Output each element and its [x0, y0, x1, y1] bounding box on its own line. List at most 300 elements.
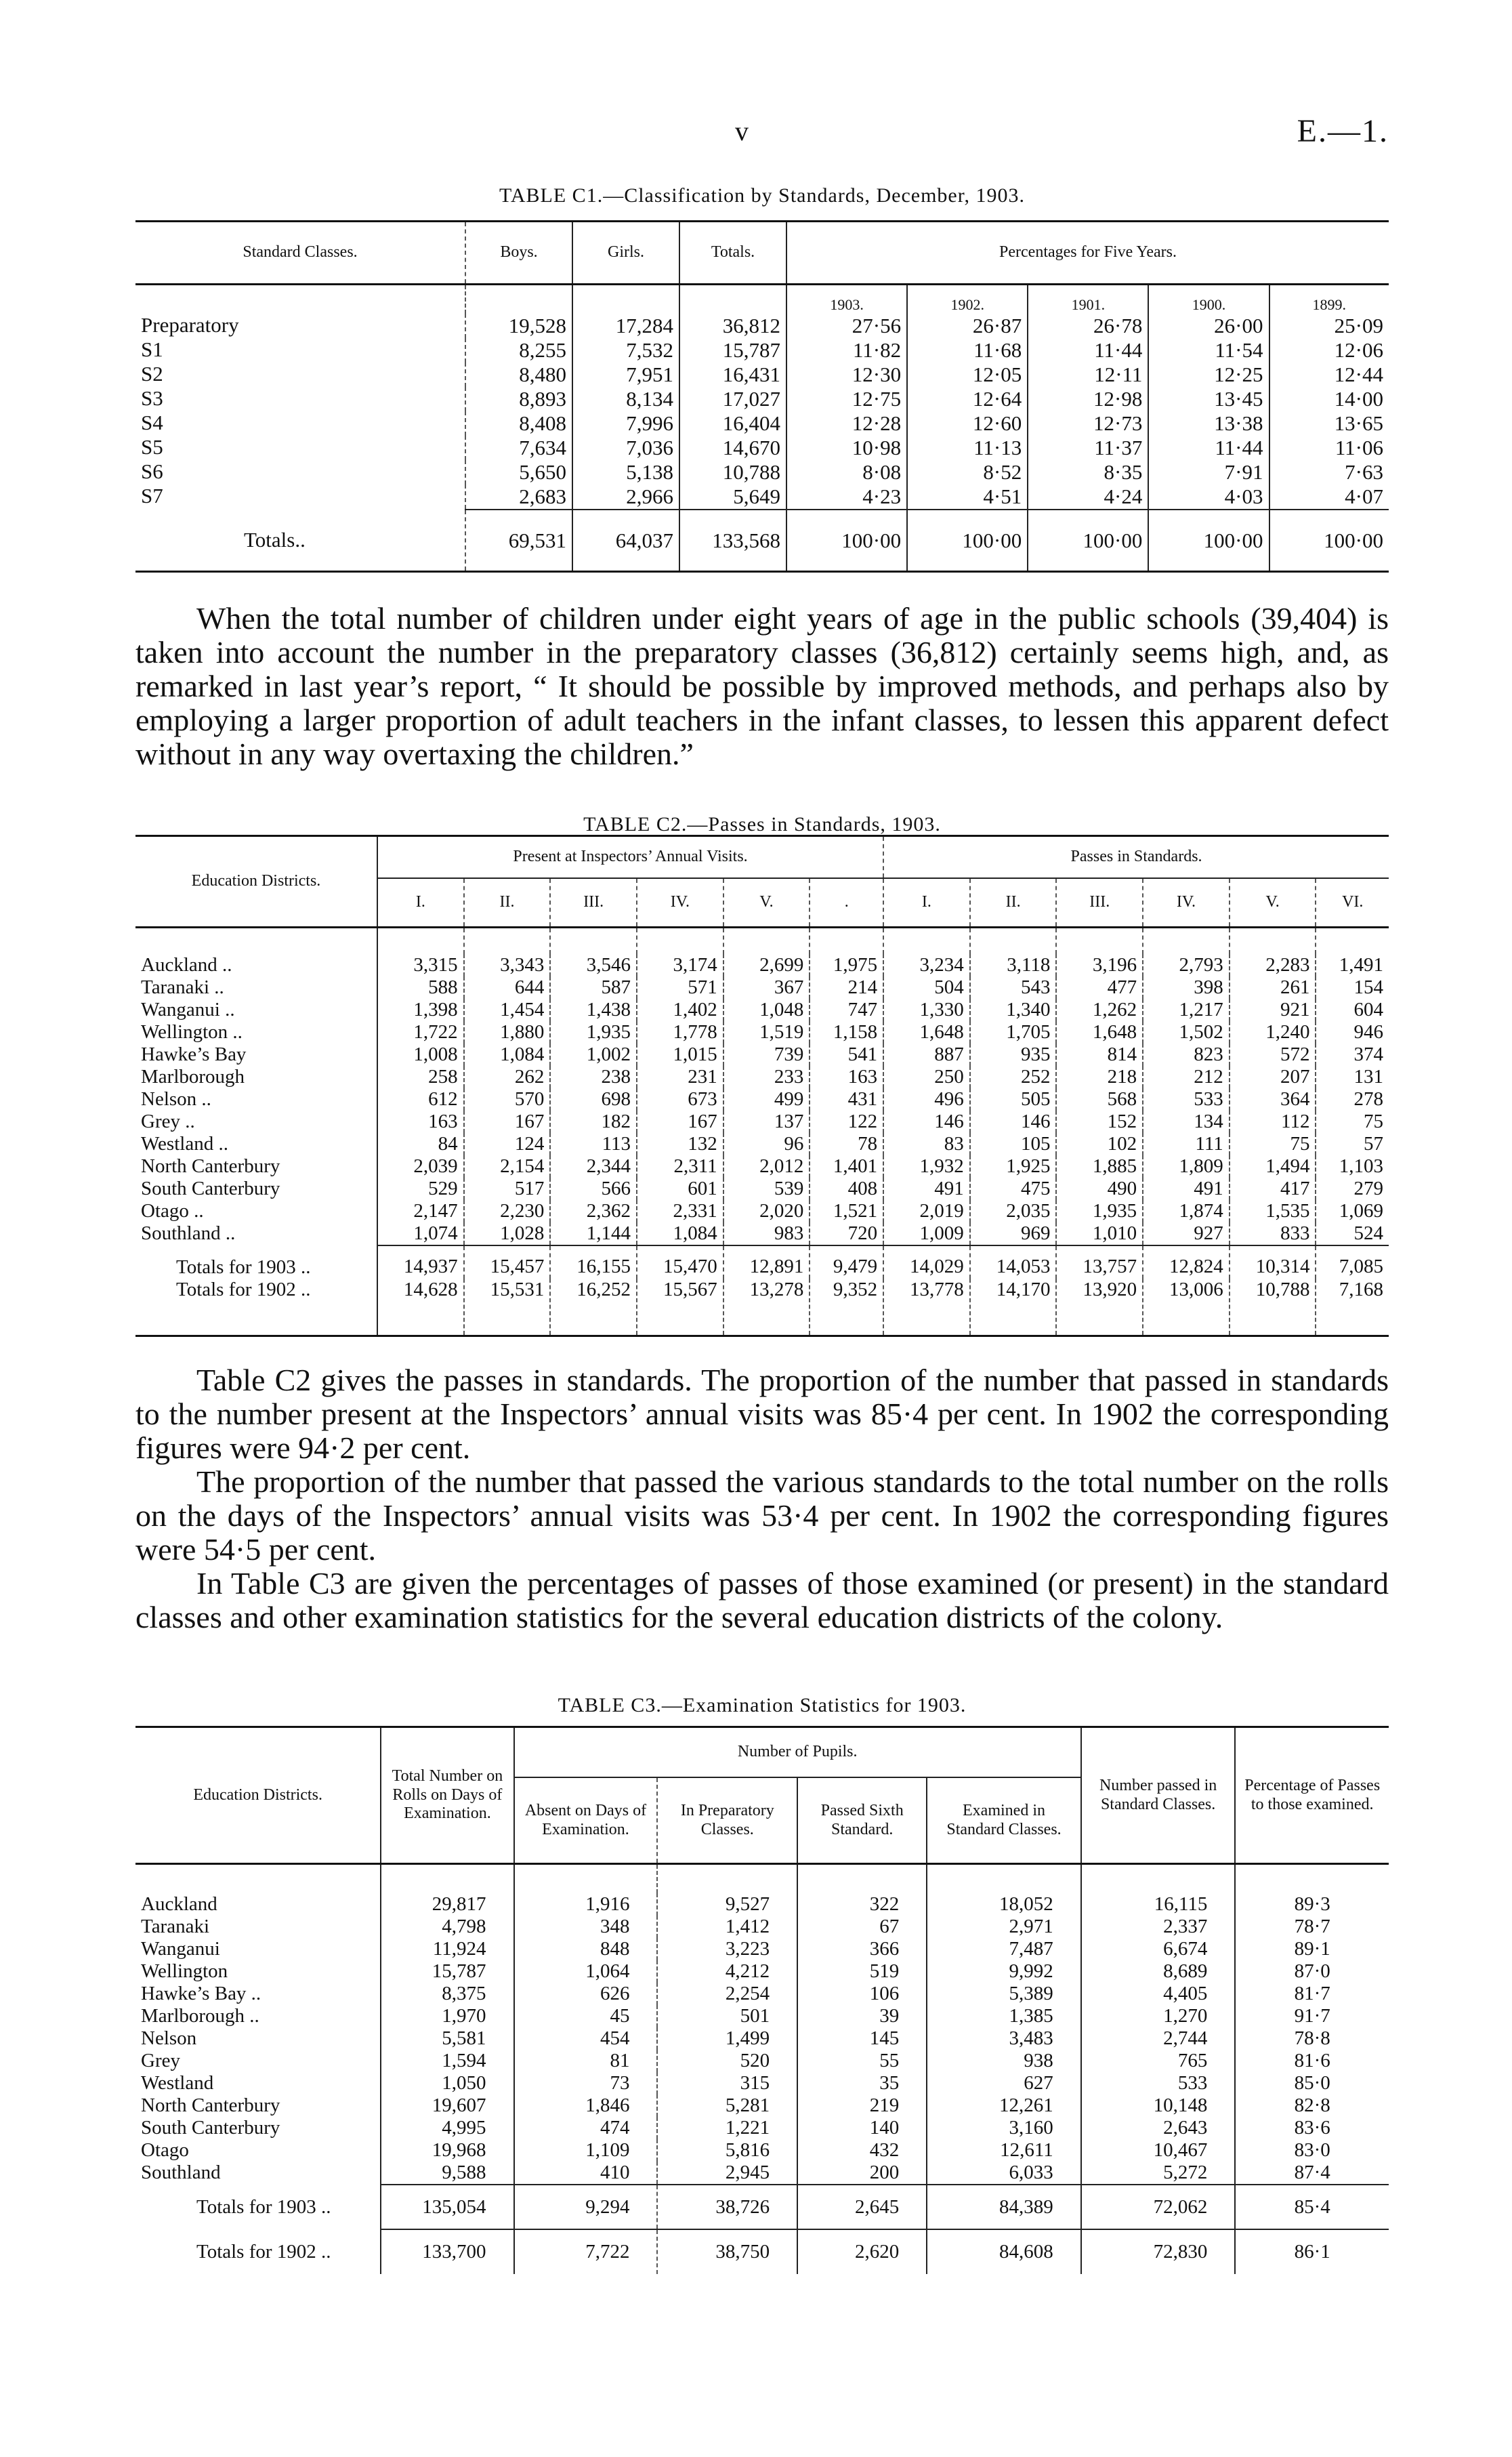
passed-value: 2,337	[1081, 1916, 1236, 1938]
percentage-value: 12·06	[1269, 338, 1389, 363]
pct-value: 78·8	[1235, 2027, 1389, 2050]
present-value: 3,343	[464, 954, 551, 976]
table-row	[135, 2162, 1389, 2185]
present-value: 78	[810, 1133, 883, 1155]
district-name: Westland ..	[141, 1133, 228, 1155]
district-name: Taranaki	[141, 1916, 210, 1937]
district-name: North Canterbury	[141, 1155, 280, 1177]
percentage-value: 10·98	[786, 436, 907, 460]
paragraph-preparatory	[135, 602, 1389, 771]
passes-value: 417	[1230, 1178, 1316, 1200]
passes-value: 505	[970, 1088, 1057, 1111]
totals-boys: 69,531	[465, 510, 572, 572]
examined-value: 3,160	[927, 2117, 1081, 2139]
percentage-value: 7·91	[1148, 460, 1269, 484]
passes-value: 1,935	[1056, 1200, 1143, 1222]
percentage-value: 11·13	[907, 436, 1028, 460]
table-c1-title: TABLE C1.—Classification by Standards, December, 1903.	[499, 184, 1026, 207]
table-c3-title: TABLE C3.—Examination Statistics for 1903.	[558, 1694, 967, 1716]
rolls-value: 11,924	[381, 1938, 513, 1960]
prep-value: 9,527	[657, 1893, 797, 1916]
year-header: 1900.	[1148, 285, 1269, 314]
table-row	[135, 1960, 1389, 1983]
totals-passes-value: 14,170	[970, 1279, 1057, 1336]
row-label: S7	[141, 484, 163, 508]
group-passes: Passes in Standards.	[883, 836, 1389, 879]
percentage-value: 11·06	[1269, 436, 1389, 460]
spacer	[377, 928, 464, 955]
totals-total: 133,568	[679, 510, 786, 572]
pct-value: 89·3	[1235, 1893, 1389, 1916]
totals-rolls: 133,700	[381, 2229, 513, 2274]
passes-value: 1,885	[1056, 1155, 1143, 1178]
passes-value: 1,069	[1316, 1200, 1389, 1222]
district-name: Nelson ..	[141, 1088, 211, 1110]
group-present: Present at Inspectors’ Annual Visits.	[377, 836, 883, 879]
total-value: 14,670	[679, 436, 786, 460]
percentage-value: 12·60	[907, 411, 1028, 436]
table-c3	[135, 1726, 1389, 2274]
total-value: 36,812	[679, 314, 786, 338]
passes-value: 604	[1316, 999, 1389, 1021]
present-value: 601	[637, 1178, 723, 1200]
totals-passed: 72,062	[1081, 2185, 1236, 2229]
passes-value: 105	[970, 1133, 1057, 1155]
passes-value: 572	[1230, 1044, 1316, 1066]
totals-passes-value: 7,085	[1316, 1245, 1389, 1279]
present-col-header: II.	[464, 878, 551, 928]
present-value: 2,012	[723, 1155, 810, 1178]
passes-value: 111	[1143, 1133, 1230, 1155]
present-value: 96	[723, 1133, 810, 1155]
present-value: 214	[810, 976, 883, 999]
present-value: 1,084	[464, 1044, 551, 1066]
totals-passes-value: 10,788	[1230, 1279, 1316, 1336]
col-number-passed: Number passed in Standard Classes.	[1081, 1727, 1236, 1864]
passes-value: 1,502	[1143, 1021, 1230, 1044]
table-row	[135, 1066, 1389, 1088]
row-label: Preparatory	[141, 313, 239, 337]
totals-passes-value: 10,314	[1230, 1245, 1316, 1279]
present-value: 1,144	[550, 1222, 637, 1245]
spacer	[970, 928, 1057, 955]
passes-value: 83	[883, 1133, 970, 1155]
table-row	[135, 1133, 1389, 1155]
passes-value: 252	[970, 1066, 1057, 1088]
passes-value: 1,932	[883, 1155, 970, 1178]
table-row	[135, 314, 1389, 338]
pct-value: 78·7	[1235, 1916, 1389, 1938]
spacer	[135, 1864, 381, 1894]
spacer	[381, 1864, 513, 1894]
spacer	[464, 928, 551, 955]
passes-col-header: VI.	[1316, 878, 1389, 928]
rolls-value: 8,375	[381, 1983, 513, 2005]
rolls-value: 29,817	[381, 1893, 513, 1916]
rolls-value: 1,594	[381, 2050, 513, 2072]
totals-label: Totals for 1903 ..	[196, 2195, 331, 2218]
table-row	[135, 1088, 1389, 1111]
spacer	[550, 928, 637, 955]
sixth-value: 67	[797, 1916, 927, 1938]
passes-value: 927	[1143, 1222, 1230, 1245]
prep-value: 5,816	[657, 2139, 797, 2162]
col-percentages: Percentages for Five Years.	[786, 222, 1389, 285]
present-value: 137	[723, 1111, 810, 1133]
passes-value: 154	[1316, 976, 1389, 999]
passes-value: 250	[883, 1066, 970, 1088]
percentage-value: 12·11	[1028, 363, 1148, 387]
spacer	[723, 928, 810, 955]
present-value: 588	[377, 976, 464, 999]
col-education-districts: Education Districts.	[193, 1785, 322, 1804]
spacer	[1143, 928, 1230, 955]
totals-present-value: 15,531	[464, 1279, 551, 1336]
passes-value: 946	[1316, 1021, 1389, 1044]
spacer	[1235, 1864, 1389, 1894]
spacer	[135, 928, 377, 955]
totals-rolls: 135,054	[381, 2185, 513, 2229]
prep-value: 2,945	[657, 2162, 797, 2185]
rolls-value: 1,970	[381, 2005, 513, 2027]
present-value: 1,084	[637, 1222, 723, 1245]
paragraph-passes	[135, 1363, 1389, 1634]
rolls-value: 19,607	[381, 2094, 513, 2117]
totals-percentage: 100·00	[1028, 510, 1148, 572]
present-value: 1,401	[810, 1155, 883, 1178]
paragraph-text: When the total number of children under eight years of age in the public schools (39,404) is taken into account the number in the preparatory classes (36,812) certainly seems high, and, as remarked in last year’s report, “ It should be possible by improved methods, and perhaps also by employing a larger proportion of adult teachers in the infant classes, to lessen this apparent defect without in any way overtaxing the children.”	[135, 601, 1389, 771]
totals-present-value: 15,567	[637, 1279, 723, 1336]
table-c2-title: TABLE C2.—Passes in Standards, 1903.	[583, 813, 941, 835]
passes-value: 969	[970, 1222, 1057, 1245]
present-value: 1,880	[464, 1021, 551, 1044]
passes-value: 261	[1230, 976, 1316, 999]
district-name: Hawke’s Bay ..	[141, 1983, 261, 2004]
passes-value: 1,217	[1143, 999, 1230, 1021]
prep-value: 1,221	[657, 2117, 797, 2139]
present-value: 2,344	[550, 1155, 637, 1178]
present-value: 163	[377, 1111, 464, 1133]
passes-value: 935	[970, 1044, 1057, 1066]
district-name: Nelson	[141, 2027, 197, 2049]
rolls-value: 15,787	[381, 1960, 513, 1983]
table-row	[135, 338, 1389, 363]
passes-value: 152	[1056, 1111, 1143, 1133]
passed-value: 5,272	[1081, 2162, 1236, 2185]
passes-value: 887	[883, 1044, 970, 1066]
passes-value: 1,705	[970, 1021, 1057, 1044]
table-row	[135, 976, 1389, 999]
passes-value: 823	[1143, 1044, 1230, 1066]
table-row	[135, 1178, 1389, 1200]
table-row	[135, 1893, 1389, 1916]
present-value: 499	[723, 1088, 810, 1111]
passes-value: 75	[1316, 1111, 1389, 1133]
percentage-value: 26·00	[1148, 314, 1269, 338]
table-row	[135, 1155, 1389, 1178]
passed-value: 533	[1081, 2072, 1236, 2094]
col-absent: Absent on Days of Examination.	[514, 1777, 658, 1864]
totals-present-value: 15,470	[637, 1245, 723, 1279]
absent-value: 848	[514, 1938, 658, 1960]
row-label: S5	[141, 435, 163, 459]
present-value: 2,362	[550, 1200, 637, 1222]
absent-value: 73	[514, 2072, 658, 2094]
prep-value: 2,254	[657, 1983, 797, 2005]
prep-value: 4,212	[657, 1960, 797, 1983]
sixth-value: 366	[797, 1938, 927, 1960]
table-row	[135, 387, 1389, 411]
page-number: v	[735, 116, 749, 146]
table-row	[135, 2117, 1389, 2139]
absent-value: 45	[514, 2005, 658, 2027]
present-value: 983	[723, 1222, 810, 1245]
present-value: 113	[550, 1133, 637, 1155]
percentage-value: 4·51	[907, 484, 1028, 510]
present-value: 739	[723, 1044, 810, 1066]
totals-sixth: 2,645	[797, 2185, 927, 2229]
table-row	[135, 1111, 1389, 1133]
prep-value: 315	[657, 2072, 797, 2094]
percentage-value: 14·00	[1269, 387, 1389, 411]
passes-value: 1,535	[1230, 1200, 1316, 1222]
present-value: 566	[550, 1178, 637, 1200]
present-value: 2,331	[637, 1200, 723, 1222]
table-row	[135, 2139, 1389, 2162]
girls-value: 8,134	[572, 387, 679, 411]
pct-value: 81·6	[1235, 2050, 1389, 2072]
examined-value: 2,971	[927, 1916, 1081, 1938]
totals-passes-value: 14,029	[883, 1245, 970, 1279]
passes-value: 218	[1056, 1066, 1143, 1088]
percentage-value: 12·05	[907, 363, 1028, 387]
table-c1	[135, 220, 1389, 573]
passes-value: 112	[1230, 1111, 1316, 1133]
present-value: 1,519	[723, 1021, 810, 1044]
district-name: Marlborough ..	[141, 2005, 259, 2027]
passed-value: 8,689	[1081, 1960, 1236, 1983]
district-name: Otago ..	[141, 1200, 204, 1222]
prep-value: 3,223	[657, 1938, 797, 1960]
table-row	[135, 999, 1389, 1021]
examined-value: 6,033	[927, 2162, 1081, 2185]
passes-value: 2,019	[883, 1200, 970, 1222]
absent-value: 626	[514, 1983, 658, 2005]
rolls-value: 4,995	[381, 2117, 513, 2139]
district-name: Marlborough	[141, 1066, 245, 1088]
passes-value: 279	[1316, 1178, 1389, 1200]
passes-value: 3,196	[1056, 954, 1143, 976]
percentage-value: 11·44	[1028, 338, 1148, 363]
spacer	[927, 1864, 1081, 1894]
examined-value: 12,261	[927, 2094, 1081, 2117]
percentage-value: 12·28	[786, 411, 907, 436]
spacer	[572, 285, 679, 314]
col-examined: Examined in Standard Classes.	[927, 1777, 1081, 1864]
district-name: North Canterbury	[141, 2094, 280, 2116]
absent-value: 348	[514, 1916, 658, 1938]
rolls-value: 9,588	[381, 2162, 513, 2185]
rolls-value: 5,581	[381, 2027, 513, 2050]
pct-value: 83·0	[1235, 2139, 1389, 2162]
passes-value: 1,340	[970, 999, 1057, 1021]
table-row	[135, 1200, 1389, 1222]
total-value: 16,431	[679, 363, 786, 387]
total-value: 5,649	[679, 484, 786, 510]
present-value: 2,699	[723, 954, 810, 976]
passes-col-header: II.	[970, 878, 1057, 928]
row-label: S3	[141, 386, 163, 410]
district-name: Otago	[141, 2139, 189, 2161]
passes-value: 524	[1316, 1222, 1389, 1245]
prep-value: 501	[657, 2005, 797, 2027]
percentage-value: 12·75	[786, 387, 907, 411]
passed-value: 6,674	[1081, 1938, 1236, 1960]
present-value: 587	[550, 976, 637, 999]
district-name: Grey	[141, 2050, 180, 2071]
sixth-value: 106	[797, 1983, 927, 2005]
total-value: 17,027	[679, 387, 786, 411]
table-row	[135, 436, 1389, 460]
table-row	[135, 1044, 1389, 1066]
district-name: Wellington	[141, 1960, 228, 1982]
examined-value: 12,611	[927, 2139, 1081, 2162]
district-name: Southland	[141, 2162, 221, 2183]
percentage-value: 12·30	[786, 363, 907, 387]
totals-present-value: 12,891	[723, 1245, 810, 1279]
percentage-value: 27·56	[786, 314, 907, 338]
totals-percentage: 100·00	[1148, 510, 1269, 572]
totals-label: Totals for 1902 ..	[196, 2240, 331, 2263]
absent-value: 1,916	[514, 1893, 658, 1916]
present-value: 570	[464, 1088, 551, 1111]
examined-value: 18,052	[927, 1893, 1081, 1916]
present-value: 1,158	[810, 1021, 883, 1044]
totals-prep: 38,726	[657, 2185, 797, 2229]
pct-value: 89·1	[1235, 1938, 1389, 1960]
girls-value: 7,951	[572, 363, 679, 387]
passes-value: 475	[970, 1178, 1057, 1200]
passed-value: 2,744	[1081, 2027, 1236, 2050]
total-value: 16,404	[679, 411, 786, 436]
present-value: 238	[550, 1066, 637, 1088]
present-value: 132	[637, 1133, 723, 1155]
present-col-header: III.	[550, 878, 637, 928]
district-name: Southland ..	[141, 1222, 236, 1244]
sixth-value: 145	[797, 2027, 927, 2050]
passes-value: 207	[1230, 1066, 1316, 1088]
district-name: Wellington ..	[141, 1021, 243, 1043]
totals-present-value: 16,252	[550, 1279, 637, 1336]
passes-value: 1,240	[1230, 1021, 1316, 1044]
present-value: 408	[810, 1178, 883, 1200]
present-value: 673	[637, 1088, 723, 1111]
percentage-value: 13·65	[1269, 411, 1389, 436]
totals-pct: 85·4	[1235, 2185, 1389, 2229]
passes-value: 146	[970, 1111, 1057, 1133]
sixth-value: 55	[797, 2050, 927, 2072]
present-value: 2,154	[464, 1155, 551, 1178]
pct-value: 85·0	[1235, 2072, 1389, 2094]
present-value: 1,521	[810, 1200, 883, 1222]
passes-value: 491	[883, 1178, 970, 1200]
totals-present-value: 13,278	[723, 1279, 810, 1336]
present-value: 1,438	[550, 999, 637, 1021]
passes-value: 1,494	[1230, 1155, 1316, 1178]
prep-value: 520	[657, 2050, 797, 2072]
table-row	[135, 1983, 1389, 2005]
girls-value: 7,036	[572, 436, 679, 460]
col-boys: Boys.	[465, 222, 572, 285]
present-value: 1,975	[810, 954, 883, 976]
totals-row	[135, 1245, 1389, 1279]
percentage-value: 11·37	[1028, 436, 1148, 460]
passes-value: 3,118	[970, 954, 1057, 976]
percentage-value: 11·54	[1148, 338, 1269, 363]
spacer	[797, 1864, 927, 1894]
present-value: 1,454	[464, 999, 551, 1021]
row-label: S6	[141, 459, 163, 483]
passes-value: 921	[1230, 999, 1316, 1021]
table-row	[135, 484, 1389, 510]
passes-value: 146	[883, 1111, 970, 1133]
percentage-value: 8·08	[786, 460, 907, 484]
present-value: 1,048	[723, 999, 810, 1021]
passes-col-header: IV.	[1143, 878, 1230, 928]
year-header: 1901.	[1028, 285, 1148, 314]
district-name: Auckland ..	[141, 954, 232, 976]
present-value: 2,230	[464, 1200, 551, 1222]
spacer	[1081, 1864, 1236, 1894]
totals-label: Totals for 1902 ..	[176, 1279, 311, 1300]
prep-value: 5,281	[657, 2094, 797, 2117]
col-education-districts: Education Districts.	[191, 872, 321, 890]
spacer-row	[135, 1864, 1389, 1894]
table-row	[135, 2005, 1389, 2027]
sixth-value: 140	[797, 2117, 927, 2139]
totals-label: Totals for 1903 ..	[176, 1256, 311, 1278]
passed-value: 1,270	[1081, 2005, 1236, 2027]
boys-value: 7,634	[465, 436, 572, 460]
totals-percentage: 100·00	[907, 510, 1028, 572]
table-row	[135, 460, 1389, 484]
col-total-rolls: Total Number on Rolls on Days of Examination.	[381, 1727, 513, 1864]
year-header-row	[135, 285, 1389, 314]
examined-value: 7,487	[927, 1938, 1081, 1960]
present-value: 571	[637, 976, 723, 999]
sixth-value: 322	[797, 1893, 927, 1916]
absent-value: 1,846	[514, 2094, 658, 2117]
table-row	[135, 2050, 1389, 2072]
totals-present-value: 16,155	[550, 1245, 637, 1279]
passes-value: 2,793	[1143, 954, 1230, 976]
boys-value: 8,893	[465, 387, 572, 411]
absent-value: 1,064	[514, 1960, 658, 1983]
district-name: Wanganui ..	[141, 999, 235, 1020]
group-number-of-pupils: Number of Pupils.	[514, 1727, 1081, 1778]
table-row	[135, 2072, 1389, 2094]
present-value: 1,015	[637, 1044, 723, 1066]
percentage-value: 8·35	[1028, 460, 1148, 484]
document-code: E.—1.	[1297, 113, 1389, 149]
girls-value: 17,284	[572, 314, 679, 338]
spacer	[1056, 928, 1143, 955]
percentage-value: 12·73	[1028, 411, 1148, 436]
present-value: 539	[723, 1178, 810, 1200]
percentage-value: 12·64	[907, 387, 1028, 411]
passes-value: 568	[1056, 1088, 1143, 1111]
spacer	[135, 285, 465, 314]
